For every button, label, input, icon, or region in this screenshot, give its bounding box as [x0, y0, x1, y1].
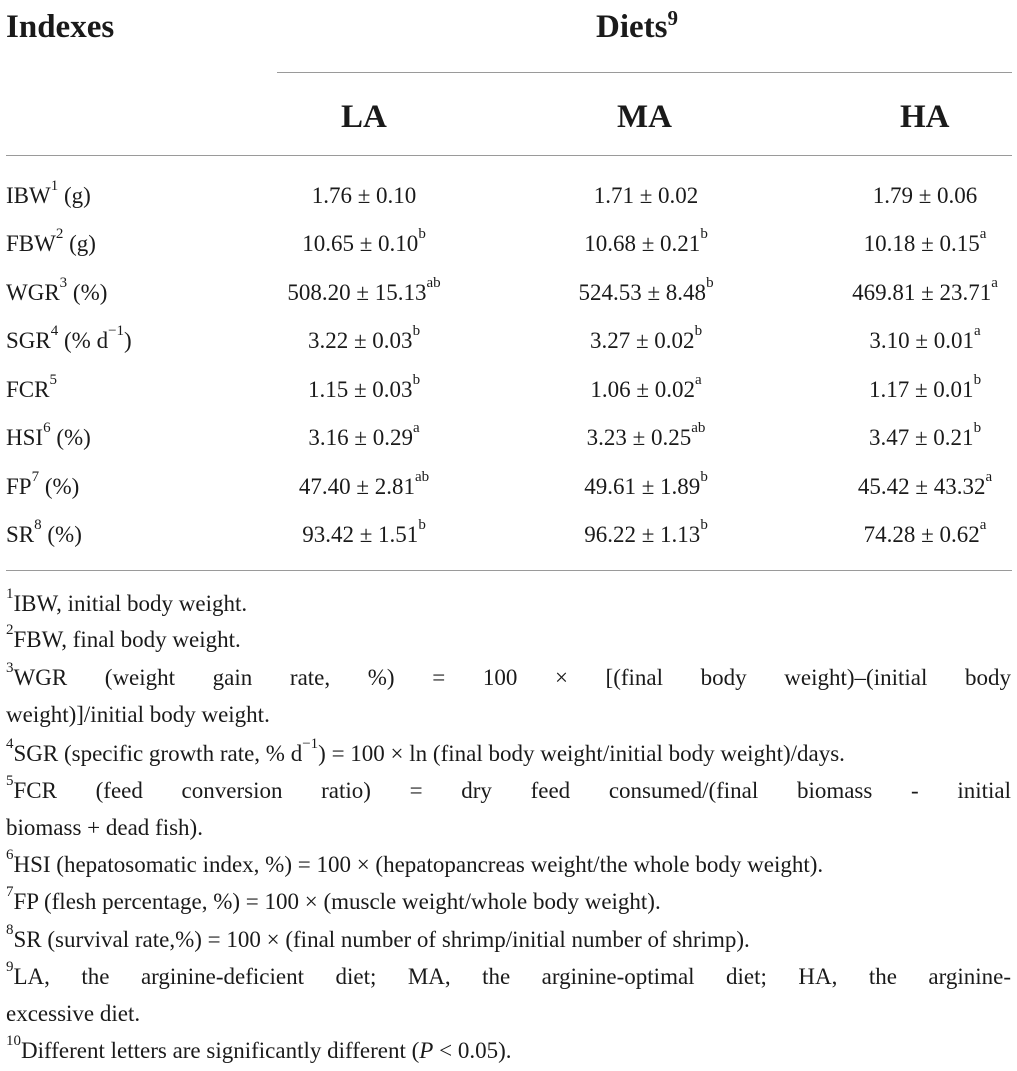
value-ma: 3.27 ± 0.02$^b$: [589, 323, 703, 353]
value-ha: 74.28 ± 0.62$^a$: [863, 517, 987, 547]
value-la: 508.20 ± 15.13$^{ab}$: [287, 275, 441, 305]
footnote-5-line-2: biomass + dead fish).: [6, 815, 203, 840]
row-label: [6, 275, 108, 305]
value-ma: 1.06 ± 0.02$^a$: [590, 372, 702, 402]
column-header-diets: [596, 6, 678, 45]
footnote-9-line-1: $^9$LA, the arginine-deficient diet; MA, the arginine-optimal diet; HA, the arginine-: [6, 959, 1011, 989]
row-label: [6, 178, 91, 208]
unit: (%): [72, 280, 108, 305]
index-name: SGR: [6, 328, 51, 353]
value-ha: 10.18 ± 0.15$^a$: [863, 226, 987, 256]
value-ha: 469.81 ± 23.71$^a$: [852, 275, 998, 305]
footnote-6: $^6$HSI (hepatosomatic index, %) = 100 × (hepatopancreas weight/the whole body weight).: [6, 847, 824, 877]
diet-header-ha: HA: [900, 99, 950, 135]
row-label: [6, 420, 91, 450]
unit: (%): [44, 474, 80, 499]
value-la: 47.40 ± 2.81$^{ab}$: [298, 469, 430, 499]
footnote-8: $^8$SR (survival rate,%) = 100 × (final number of shrimp/initial number of shrimp).: [6, 922, 750, 952]
diets-footnote-ref: 9: [667, 6, 678, 30]
index-name: FBW: [6, 231, 56, 256]
value-la: 3.22 ± 0.03$^b$: [307, 323, 421, 353]
footnote-3-line-2: weight)]/initial body weight.: [6, 702, 270, 727]
column-header-indexes: Indexes: [6, 9, 115, 45]
unit: (g): [69, 231, 96, 256]
footnote-ref: 3: [59, 275, 68, 291]
footnote-4: $^4$SGR (specific growth rate, % $d^{-1}) = 100 \times \ln$ (final body weight/initial body weight)/days.: [6, 736, 845, 766]
value-ma: 96.22 ± 1.13$^b$: [584, 517, 708, 547]
footnote-ref: 4: [50, 323, 59, 339]
row-label: [6, 517, 82, 547]
diet-header-ma: MA: [617, 99, 672, 135]
footnote-ref: 7: [31, 469, 40, 485]
footnote-5-line-1: $^5$FCR (feed conversion ratio) = dry feed consumed/(final biomass - initial: [6, 773, 1011, 803]
row-label: [6, 469, 80, 499]
diets-underline: [277, 72, 1012, 73]
diets-label: Diets: [596, 9, 668, 45]
table-bottom-rule: [6, 570, 1012, 571]
footnote-3-line-1: $^3$WGR (weight gain rate, %) = 100 × [(final body weight)–(initial body: [6, 660, 1011, 690]
value-la: 3.16 ± 0.29$^a$: [308, 420, 420, 450]
value-ma: 524.53 ± 8.48$^b$: [578, 275, 714, 305]
value-ha: 45.42 ± 43.32$^a$: [857, 469, 993, 499]
header-rule: [6, 155, 1012, 156]
value-la: 93.42 ± 1.51$^b$: [302, 517, 426, 547]
index-name: WGR: [6, 280, 60, 305]
footnote-ref: 8: [34, 517, 42, 533]
unit: (%): [47, 522, 82, 547]
index-name: SR: [6, 522, 35, 547]
row-label: [6, 372, 57, 402]
footnote-2: $^2$FBW, final body weight.: [6, 622, 241, 652]
index-name: HSI: [6, 425, 44, 450]
value-ha: 1.79 ± 0.06: [872, 183, 978, 208]
footnote-10: $^{10}$Different letters are significantly different (P < 0.05).: [6, 1033, 512, 1063]
value-ma: 1.71 ± 0.02: [593, 183, 699, 208]
value-la: 1.15 ± 0.03$^b$: [307, 372, 421, 402]
row-label: [6, 323, 132, 353]
unit-exponent: −1: [108, 323, 125, 339]
value-ha: 3.47 ± 0.21$^b$: [868, 420, 982, 450]
footnote-ref: 6: [43, 420, 51, 436]
value-ma: 10.68 ± 0.21$^b$: [584, 226, 708, 256]
value-la: 1.76 ± 0.10: [311, 183, 417, 208]
value-ha: 1.17 ± 0.01$^b$: [868, 372, 982, 402]
index-name: FCR: [6, 377, 50, 402]
index-name: FP: [6, 474, 32, 499]
index-name: IBW: [6, 183, 51, 208]
value-ma: 49.61 ± 1.89$^b$: [584, 469, 708, 499]
value-ma: 3.23 ± 0.25$^{ab}$: [586, 420, 706, 450]
unit-close: ): [124, 328, 132, 353]
row-label: [6, 226, 96, 256]
unit: (% d: [64, 328, 109, 353]
unit: (g): [63, 183, 91, 208]
footnote-9-line-2: excessive diet.: [6, 1001, 141, 1026]
footnote-7: $^7$FP (flesh percentage, %) = 100 × (muscle weight/whole body weight).: [6, 884, 661, 914]
value-la: 10.65 ± 0.10$^b$: [302, 226, 426, 256]
footnote-ref: 2: [55, 226, 64, 242]
diet-header-la: LA: [341, 99, 387, 135]
footnote-ref: 1: [50, 178, 59, 194]
unit: (%): [56, 425, 91, 450]
footnote-1: $^1$IBW, initial body weight.: [6, 586, 248, 616]
value-ha: 3.10 ± 0.01$^a$: [869, 323, 981, 353]
footnote-ref: 5: [49, 372, 57, 388]
